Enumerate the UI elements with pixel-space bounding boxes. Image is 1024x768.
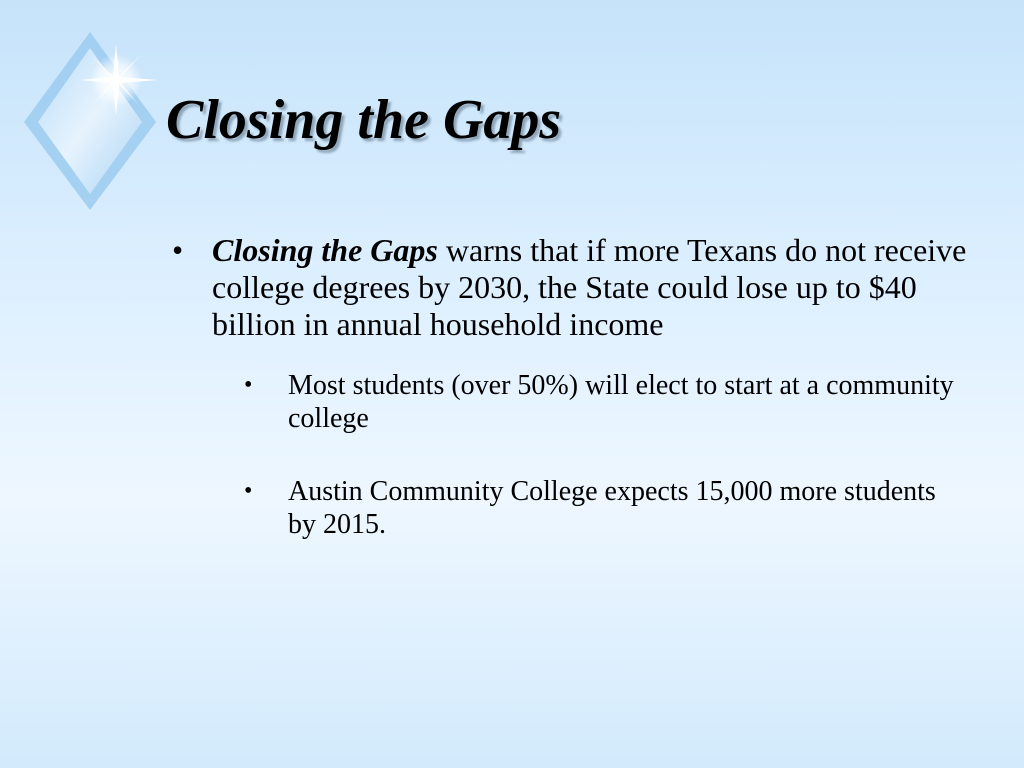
bullet-text: warns that if more Texans do not receive college degrees by 2030, the State could lose up to $40 billion in annual household income [212, 232, 967, 342]
bullet-dot-icon: • [172, 232, 184, 268]
bullet-item [168, 232, 998, 343]
sub-bullet-text: Austin Community College expects 15,000 more students by 2015. [288, 476, 936, 540]
diamond-starburst-icon [18, 30, 168, 215]
bullet-list [168, 232, 998, 581]
sub-bullet-item [244, 369, 968, 435]
sub-bullet-item [244, 475, 968, 541]
bullet-dot-icon: • [244, 372, 253, 398]
sub-bullet-text: Most students (over 50%) will elect to start at a community college [288, 370, 954, 434]
slide-title: Closing the Gaps [166, 89, 562, 151]
bullet-dot-icon: • [244, 478, 253, 504]
bullet-emphasis: Closing the Gaps [212, 232, 438, 268]
